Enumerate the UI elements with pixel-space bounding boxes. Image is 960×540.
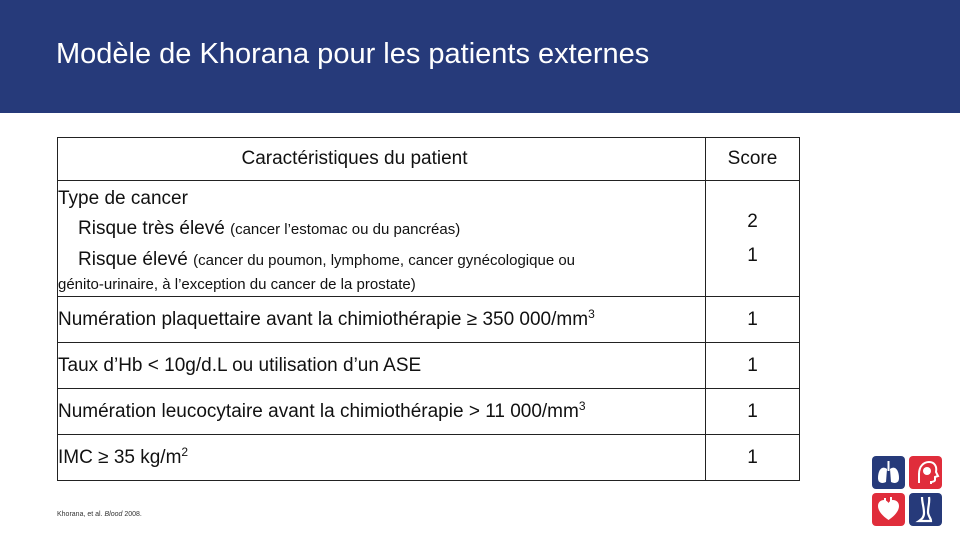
criteria-cell (58, 435, 706, 481)
reference-authors: Khorana, et al. (57, 511, 103, 518)
high-risk-detail: (cancer du poumon, lymphome, cancer gynécologique ou (193, 251, 576, 269)
very-high-risk-detail: (cancer l’estomac ou du pancréas) (230, 220, 461, 238)
very-high-risk-score: 2 (747, 210, 758, 232)
lungs-icon (872, 456, 905, 489)
cancer-scores-cell (706, 181, 800, 297)
leg-icon (909, 493, 942, 526)
table-row (58, 343, 800, 389)
criteria-column-header: Caractéristiques du patient (58, 138, 706, 181)
score-column-header: Score (706, 138, 800, 181)
khorana-score-table (57, 137, 800, 481)
table-row (58, 181, 800, 297)
very-high-risk-line (58, 214, 705, 245)
high-risk-line (58, 245, 705, 276)
table-row (58, 435, 800, 481)
score-cell: 1 (706, 389, 800, 435)
high-risk-score: 1 (747, 244, 758, 266)
score-cell: 1 (706, 343, 800, 389)
criteria-cell (58, 389, 706, 435)
very-high-risk-label: Risque très élevé (78, 217, 225, 239)
criteria-text: Taux d’Hb < 10g/d.L ou utilisation d’un ASE (58, 354, 422, 376)
head-icon (909, 456, 942, 489)
table-row (58, 297, 800, 343)
criteria-cell (58, 297, 706, 343)
header-banner (0, 0, 960, 113)
criteria-cell (58, 343, 706, 389)
criteria-text: Numération plaquettaire avant la chimiothérapie ≥ 350 000/mm (58, 308, 589, 330)
score-cell: 1 (706, 297, 800, 343)
criteria-text: IMC ≥ 35 kg/m (58, 446, 182, 468)
table-header-row (58, 138, 800, 181)
superscript: 3 (588, 306, 595, 321)
page-title: Modèle de Khorana pour les patients externes (56, 38, 650, 70)
medical-logo (872, 456, 942, 526)
score-cell: 1 (706, 435, 800, 481)
heart-icon (872, 493, 905, 526)
reference-journal: Blood (104, 511, 123, 518)
high-risk-detail-continued: génito-urinaire, à l’exception du cancer de la prostate) (58, 275, 416, 293)
table-row (58, 389, 800, 435)
criteria-text: Numération leucocytaire avant la chimiothérapie > 11 000/mm (58, 400, 579, 422)
cancer-type-cell (58, 181, 706, 297)
superscript: 3 (578, 398, 586, 413)
reference-year: 2008. (124, 511, 142, 518)
reference-citation (57, 511, 142, 518)
cancer-type-title: Type de cancer (58, 187, 188, 209)
high-risk-label: Risque élevé (78, 248, 188, 270)
superscript: 2 (181, 444, 189, 459)
